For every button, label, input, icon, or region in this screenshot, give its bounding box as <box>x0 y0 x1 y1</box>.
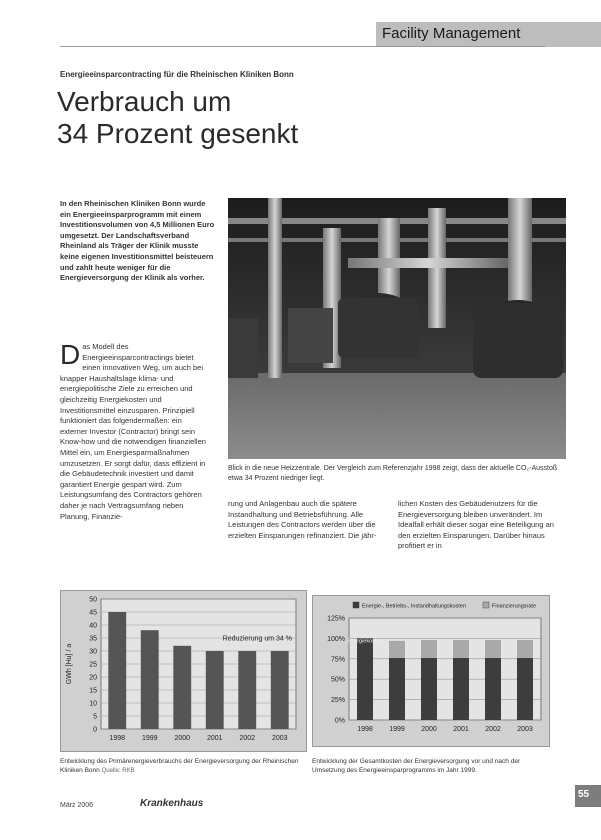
chart-2-y-tick: 100% <box>327 635 345 643</box>
chart-1-x-tick: 2002 <box>239 735 256 742</box>
header-rule <box>60 46 545 47</box>
chart-2-x-tick: 2000 <box>421 726 437 733</box>
headline-line-2: 34 Prozent gesenkt <box>57 118 299 149</box>
drop-cap: D <box>60 339 81 370</box>
chart-1-y-tick: 15 <box>89 687 97 695</box>
energy-consumption-chart <box>60 590 307 752</box>
chart-2-caption: Entwicklung der Gesamtkosten der Energieversorgung vor und nach der Umsetzung des Energieeinsparprogramms im Jahr 1999. <box>312 758 521 774</box>
chart-2-bar-segment <box>517 658 533 720</box>
chart-1-x-tick: 2001 <box>206 735 223 742</box>
body-column-2: rung und Anlagenbau auch die spätere Instandhaltung und Betriebsführung. Alle Leistungen des Contractors werden über die erzielten Einsparungen refinanziert. Die jähr- <box>228 499 377 540</box>
article-lead: In den Rheinischen Kliniken Bonn wurde ein Energieeinsparprogramm mit einem Investitionsvolumen von 4,5 Millionen Euro umgesetzt. Der Landschaftsverband Rheinland als Träger der Klinik musste keine eigenen Investitionsmittel beisteuern und zahlt heute weniger für die Energieversorgung der Klinik als vorher. <box>60 199 215 283</box>
chart-2-bar-segment <box>421 658 437 720</box>
body-column-1 <box>60 339 210 522</box>
boiler-room-photo <box>228 198 566 459</box>
boiler-room-illustration <box>228 198 566 459</box>
chart-1-y-axis-label: GWh [Hu] / a <box>66 643 73 685</box>
chart-2-bar-segment <box>485 658 501 720</box>
total-cost-chart-svg <box>313 596 549 746</box>
chart-1-x-tick: 1999 <box>141 735 158 742</box>
chart-2-bar-segment <box>453 658 469 720</box>
chart-2-y-tick: 0% <box>334 717 345 725</box>
chart-1-bar <box>108 612 126 729</box>
chart-1-y-tick: 5 <box>93 713 97 721</box>
chart-2-bar-segment <box>517 640 533 658</box>
headline-line-1: Verbrauch um <box>57 86 232 117</box>
chart-1-caption <box>60 757 305 776</box>
chart-2-bar-segment <box>389 658 405 720</box>
chart-1-y-tick: 35 <box>89 635 97 643</box>
chart-1-credit: Quelle: RKB <box>101 768 135 774</box>
chart-1-y-tick: 30 <box>89 648 97 656</box>
total-cost-chart <box>312 595 550 747</box>
chart-1-bar <box>141 630 159 729</box>
chart-2-bar-segment <box>357 638 373 720</box>
chart-2-bar-segment <box>389 641 405 658</box>
chart-1-y-tick: 40 <box>89 622 97 630</box>
body-column-1-text: as Modell des Energieeinsparcontractings bietet einen innovativen Weg, um auch bei knapper Haushaltslage klima- und energiepolitische Ziele zu erreichen und gleichzeitig Energiekosten und Investitionsmittel einzusparen. Prinzipiell funktioniert das folgendermaßen: ein externer Investor (Contractor) bringt sein Know-how und die notwendigen finanziellen Mittel ein, um Energiesparmaßnahmen umzusetzen. Er sorgt dafür, dass effizient in die Gebäudetechnik investiert und damit garantiert Energie gespart wird. Zum Leistungsumfang des Contractors gehören daher je nach Vertragsumfang neben Planung, Finanzie- <box>60 342 206 521</box>
chart-1-x-tick: 2000 <box>174 735 191 742</box>
chart-1-bar <box>206 651 224 729</box>
photo-caption: Blick in die neue Heizzentrale. Der Vergleich zum Referenzjahr 1998 zeigt, dass der aktuelle CO₂-Ausstoß etwa 34 Prozent niedriger liegt. <box>228 465 558 482</box>
body-column-3: lichen Kosten des Gebäudenutzers für die Energieversorgung bleiben unverändert. Im Idealfall erhält dieser sogar eine Beteiligung an den erzielten Einsparungen. Darüber hinaus profitiert er in <box>398 499 554 551</box>
chart-1-x-tick: 2003 <box>271 735 288 742</box>
chart-2-y-tick: 75% <box>330 656 345 664</box>
chart-1-y-tick: 10 <box>89 700 97 708</box>
chart-2-x-tick: 2001 <box>453 726 469 733</box>
chart-1-y-tick: 45 <box>89 609 97 617</box>
chart-1-bar <box>271 651 289 729</box>
chart-2-y-tick: 25% <box>330 697 345 705</box>
chart-1-y-tick: 0 <box>93 726 97 734</box>
chart-2-bar-segment <box>421 640 437 658</box>
chart-2-inner-label: Energiekosten <box>347 638 383 645</box>
chart-1-caption-text: Entwicklung des Primärenergieverbrauchs der Energieversorgung der Rheinischen Kliniken Bonn <box>60 758 299 774</box>
article-headline <box>57 86 387 150</box>
article-kicker: Energieeinsparcontracting für die Rheinischen Kliniken Bonn <box>60 70 294 79</box>
magazine-brand: Krankenhaus <box>140 798 204 809</box>
chart-2-x-tick: 2003 <box>517 726 533 733</box>
chart-1-x-tick: 1998 <box>109 735 126 742</box>
chart-2-bar-segment <box>453 640 469 658</box>
chart-2-x-tick: 2002 <box>485 726 501 733</box>
page-number: 55 <box>578 789 590 800</box>
chart-1-annotation: Reduzierung um 34 % <box>222 635 292 643</box>
issue-date: März 2006 <box>60 802 94 809</box>
energy-consumption-chart-svg <box>61 591 306 751</box>
chart-2-legend-label: Finanzierungsrate <box>492 603 537 610</box>
chart-1-bar <box>238 651 256 729</box>
chart-1-y-tick: 50 <box>89 596 97 604</box>
chart-2-x-tick: 1999 <box>389 726 405 733</box>
chart-2-legend-label: Energie-, Betriebs-, Instandhaltungskosten <box>362 603 466 610</box>
chart-1-y-tick: 25 <box>89 661 97 669</box>
chart-2-plot-area <box>349 618 541 720</box>
chart-2-bar-segment <box>485 640 501 658</box>
chart-2-legend-swatch <box>483 602 489 608</box>
chart-1-y-tick: 20 <box>89 674 97 682</box>
chart-1-bar <box>173 646 191 729</box>
chart-2-y-tick: 50% <box>330 676 345 684</box>
chart-2-x-tick: 1998 <box>357 726 373 733</box>
chart-2-y-tick: 125% <box>327 615 345 623</box>
section-title: Facility Management <box>382 25 521 42</box>
chart-2-legend-swatch <box>353 602 359 608</box>
